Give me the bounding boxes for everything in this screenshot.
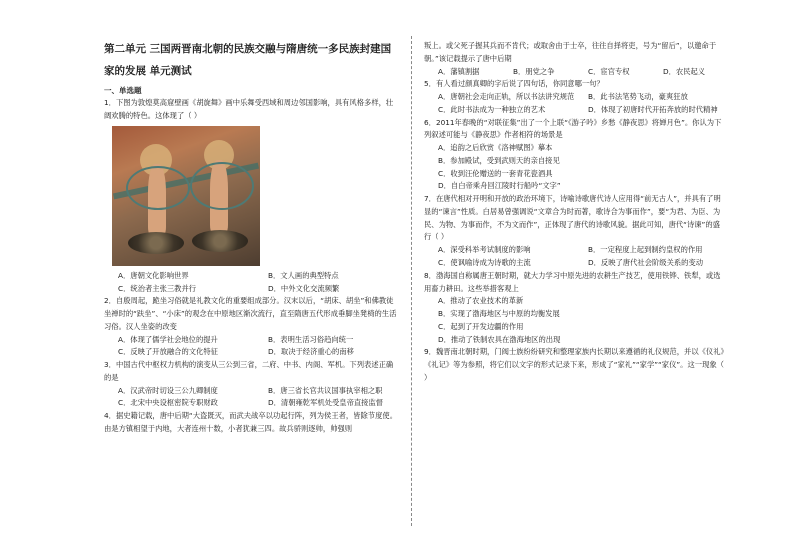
q4-option-c: C．宦官专权 [588,66,630,76]
question-4-options [438,66,726,79]
question-8: 8．渤海国自称属唐王朝时期，就大力学习中原先进的农耕生产技艺，使用铁铧、铁犁，或选用畜力耕田。这些举措客观上 [424,270,721,293]
question-4-continued: 叛上。或父死子握其兵而不肯代；或取舍由于士卒，往往自择将吏，号为“留后”，以邀命于朝。”该记载提示了唐中后期 [424,41,717,63]
column-divider [411,36,412,526]
question-6-options [424,142,726,193]
question-4: 4．据史籍记载，唐中后期“大盗既灭，而武夫战卒以功起行阵，列为侯王者，皆除节度使。由是方镇相望于内地，大者连州十数，小者犹兼三四。故兵骄则逐帅，帅强则 [104,411,397,433]
q8-option-b: B．实现了渤海地区与中原的均衡发展 [438,309,560,319]
question-1: 1．下图为敦煌莫高窟壁画《胡旋舞》画中乐舞受西域和周边邻国影响，具有风格多样，壮阔欢腾的特色。这体现了（ ） [104,98,394,120]
question-7: 7．在唐代相对开明和开放的政治环境下，诗喻诗歌唐代诗人应用得“前无古人”，并具有了明显的“谏言”性质。白居易曾强调说“文章合为时而著，歌诗合为事而作”，要“为君、为臣、为民、为物、为事而作，不为文而作”，正体现了唐代的诗歌风貌。据此可知，唐代“诗谏”的盛行（ ） [424,194,721,242]
q3-option-c: C．北宋中央设枢密院专职财政 [118,398,218,408]
q1-option-b: B．文人画的典型特点 [268,270,339,280]
exam-title [104,38,400,82]
q1-option-a: A．唐朝文化影响世界 [118,270,189,280]
exam-title-line2: 家的发展 单元测试 [104,65,192,78]
q7-option-c: C．使讽喻诗成为诗歌的主流 [438,258,531,268]
question-2-options [118,334,400,360]
q3-option-b: B．唐三省长官共议国事执宰相之职 [268,385,383,395]
q2-option-b: B．表明生活习俗趋向统一 [268,334,354,344]
q5-option-a: A．唐朝社会走向正轨，所以书法讲究规范 [438,92,575,102]
q2-option-a: A．体现了儒学社会地位的提升 [118,334,218,344]
q6-option-c: C．收到汪伦赠送的一套青花瓷酒具 [438,168,553,178]
q8-option-a: A．推动了农业技术的革新 [438,296,524,306]
q4-option-a: A．藩镇割据 [438,66,480,76]
question-8-options [424,295,726,346]
q6-option-b: B．参加殿试，受到武则天的亲自接见 [438,155,560,165]
q1-option-c: C．统治者主张三教并行 [118,283,197,293]
exam-title-line1: 第二单元 三国两晋南北朝的民族交融与隋唐统一多民族封建国 [104,43,392,55]
q7-option-a: A．深受科举考试制度的影响 [438,245,531,255]
q5-option-b: B．此书法笔势飞动，豪爽狂放 [588,92,688,102]
q7-option-b: B．一定程度上起到制约皇权的作用 [588,245,703,255]
question-3-options [118,385,400,411]
question-2: 2．自殷周起，跪坐习俗就是礼教文化的重要组成部分。汉末以后，“胡床、胡坐”和佛教徒坐禅时的“趺坐”、“小床”的观念在中原地区渐次流行，直至隋唐五代形成垂脚坐凳椅的生活习俗。汉人坐姿的改变 [104,296,397,331]
q7-option-d: D．反映了唐代社会阶级关系的变动 [588,258,704,268]
q4-option-b: B．朋党之争 [513,66,555,76]
q8-option-d: D．推动了铁制农具在渤海地区的出现 [438,334,561,344]
question-1-options [118,270,400,296]
question-5: 5．有人看过颜真卿的字后说了四句话，你同意哪一句？ [424,79,604,89]
q2-option-c: C．反映了开放融合的文化特征 [118,347,218,357]
question-9: 9．魏晋南北朝时期，门阀士族纷纷研究和整理家族内长期以来遵循的礼仪规范，并以《仪礼》《礼记》等为参照，将它们以文字的形式记录下来，形成了“家礼”“家学”“家仪”。这一现象（ ） [424,347,725,382]
q4-option-d: D．农民起义 [663,66,706,76]
q3-option-a: A．汉武帝时切设三公九卿制度 [118,385,218,395]
question-6: 6．2011年春晚的“对联征集”出了一个上联“《游子吟》乡愁《静夜思》将婵月色”。你认为下列叙述可能与《静夜思》作者相符的场景是 [424,117,722,140]
question-3: 3．中国古代中枢权力机构的演变从三公到三省，二府、中书、内阁、军机。下列表述正确的是 [104,360,394,382]
section-heading: 一、单选题 [104,86,142,96]
dunhuang-mural-image [112,126,260,266]
q6-option-a: A．追韵之后欣赏《洛神赋图》摹本 [438,143,553,153]
right-column [424,40,726,385]
question-5-options [438,91,726,117]
q6-option-d: D．自白帝乘舟回江陵时行船吟“文字” [438,181,561,191]
q1-option-d: D．中外文化交流频繁 [268,283,340,293]
left-column [104,38,400,436]
q3-option-d: D．清朝雍乾军机处受皇帝直接监督 [268,398,384,408]
q5-option-c: C．此时书法成为一种独立的艺术 [438,104,546,114]
q8-option-c: C．起到了开发边疆的作用 [438,321,524,331]
q5-option-d: D．体现了初唐时代开拓奔放的时代精神 [588,104,718,114]
q2-option-d: D．取决于经济重心的南移 [268,347,354,357]
question-7-options [438,244,726,270]
